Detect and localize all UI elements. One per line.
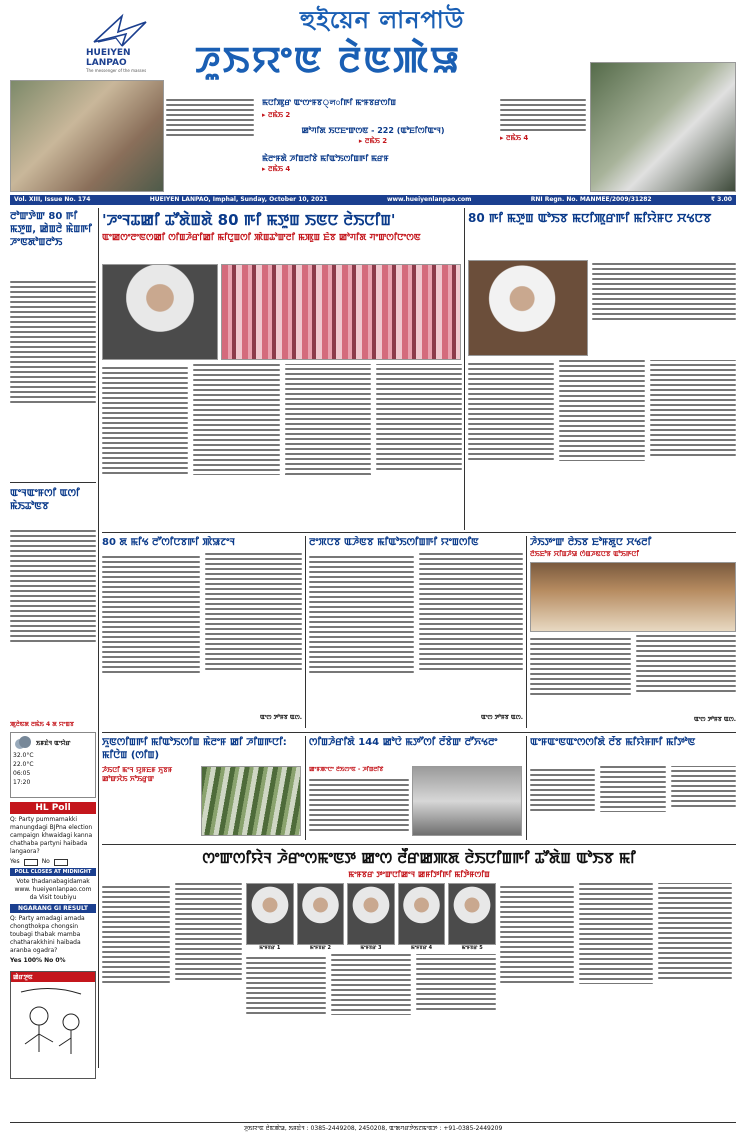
weather-max: 32.0°C	[13, 752, 34, 759]
title-meetei: ꯍꯨꯏꯌꯦꯟ ꯂꯥꯟꯄꯥꯎ	[195, 40, 462, 81]
lower-1-photo	[201, 766, 301, 836]
weather-sunrise: 06:05	[13, 770, 31, 777]
member-photo-1	[246, 883, 294, 945]
lead-story	[102, 210, 462, 530]
right-lead-photo	[468, 260, 588, 356]
lead-photo-crowd	[221, 264, 461, 360]
left-second-body	[10, 527, 96, 717]
website-link[interactable]: www.hueiyenlanpao.com	[386, 196, 472, 203]
logo	[78, 12, 178, 72]
bottom-story	[102, 848, 736, 1070]
weather-box	[10, 732, 96, 798]
left-top-headline[interactable]: ꯂꯣꯛꯇꯥꯛ 80 ꯒꯤ ꯃꯇꯨꯡ, ꯀꯥꯡꯂꯥ ꯃꯥꯡꯒꯤ ꯍꯦꯟꯗꯣꯡꯂꯣꯏ	[10, 211, 92, 248]
logo-text: HUEIYEN LANPAO	[86, 48, 131, 68]
poll-vote-text[interactable]: Vote thadanabagidamak www. hueiyenlanpao.com da Visit toubiyu	[14, 878, 92, 901]
lower-2-photo	[412, 766, 522, 836]
poll-box	[10, 802, 96, 965]
top-right-teaser: ▸ ꯂꯃꯥꯏ 4	[500, 96, 586, 176]
rni-number: RNI Regn. No. MANMEE/2009/31282	[530, 196, 652, 203]
left-continue[interactable]: ꯄꯨꯂꯥꯟꯗ ꯂꯃꯥꯏ 4 ꯗ ꯌꯦꯡꯕ	[10, 721, 74, 728]
middle-3-byline: ꯑꯦꯁ ꯇꯣꯝꯕ ꯑꯁ.	[693, 716, 736, 723]
bottom-headline[interactable]: ꯁꯦꯛꯁꯤꯌꯥꯜ ꯍꯥꯔꯦꯁꯃꯦꯟꯇ ꯀꯦꯁ ꯂꯩꯔꯀꯄꯗ ꯂꯥꯏꯅꯤꯡꯒꯤ ꯊꯧꯗꯥꯡ ꯑꯣꯏꯕ ꯃꯤ	[202, 849, 636, 867]
left-column	[10, 210, 96, 1068]
member-photo-4	[398, 883, 446, 945]
center-teasers	[262, 96, 484, 186]
member-photo-2	[297, 883, 345, 945]
poll-result-question: Q: Party amadagi amada chongthokpa chongsin toubagi thabak mamba chatharakkhini haibada aranba ogadra?	[10, 915, 85, 954]
top-left-photo	[10, 80, 164, 192]
lower-2-red-inline: ꯀꯦꯝꯄꯦꯅꯦ ꯂꯥꯏꯁꯦꯟ - ꯍꯤꯡꯂꯤꯕꯥ	[309, 766, 384, 773]
right-lead-story	[468, 210, 736, 530]
member-name-3: ꯃꯦꯝꯕꯔ 3	[360, 945, 382, 951]
member-name-2: ꯃꯦꯝꯕꯔ 2	[309, 945, 331, 951]
cartoon-caption: ꯀꯥꯔꯇꯨꯟ	[11, 972, 95, 982]
dove-logo-icon	[92, 12, 148, 52]
bottom-subhead: ꯃꯦꯝꯕꯔ ꯇꯦꯛꯅꯤꯀꯦꯜ ꯀꯝꯤꯇꯤꯒꯤ ꯃꯤꯇꯥꯝꯁꯤꯡ	[348, 870, 490, 879]
footer-text: ꯍꯨꯏꯌꯦꯟ ꯂꯥꯟꯄꯥꯎ, ꯏꯝꯐꯥꯜ : 0385-2449208, 2450208, ꯑꯦꯗꯚꯔꯇꯥꯏꯖꯃꯦꯟꯇ : +91-0385-2449209	[243, 1125, 503, 1132]
poll-title: HL Poll	[10, 802, 96, 814]
middle-2-headline[interactable]: ꯂꯦꯞꯅꯕ ꯑꯍꯥꯟꯕ ꯃꯤꯑꯣꯏꯁꯤꯡꯒꯤ ꯌꯦꯡꯁꯤꯟ	[309, 537, 479, 548]
middle-story-3	[530, 536, 736, 728]
right-lead-body	[468, 360, 736, 524]
lead-subhead: ꯑꯦꯀꯁꯦꯂꯦꯟꯁꯀꯤ ꯁꯤꯡꯍꯥꯔꯤꯀꯤ ꯃꯤꯅꯨꯡꯁꯤ ꯄꯥꯡꯊꯣꯛꯂꯤ ꯃꯄꯨꯡ ꯐꯥꯕ ꯀꯣꯚꯤꯗ ꯚꯦꯛꯁꯤꯅꯦꯁꯟ	[102, 233, 421, 243]
member-name-5: ꯃꯦꯝꯕꯔ 5	[461, 945, 483, 951]
left-second-headline[interactable]: ꯑꯦꯜꯑꯦꯝꯁꯤ ꯑꯁꯤ ꯃꯥꯏꯊꯣꯟꯕ	[10, 488, 80, 512]
member-name-4: ꯃꯦꯝꯕꯔ 4	[411, 945, 433, 951]
lower-2-headline[interactable]: ꯁꯤꯡꯍꯥꯔꯤꯗꯥ 144 ꯀꯣꯅꯥ ꯃꯇꯧꯁꯤ ꯂꯩꯕꯥꯛ ꯂꯧꯈꯠꯂꯦ	[309, 737, 498, 748]
right-lead-headline[interactable]: 80 ꯒꯤ ꯃꯇꯨꯡ ꯑꯣꯏꯕ ꯃꯅꯤꯄꯨꯔꯒꯤ ꯃꯤꯌꯥꯝꯅ ꯆꯠꯅꯕ	[468, 211, 712, 225]
weather-cloud-icon	[13, 735, 33, 751]
poll-result-title: NGARANG GI RESULT	[10, 904, 96, 913]
cartoon-box	[10, 971, 96, 1079]
lower-3-headline[interactable]: ꯑꯦꯝꯑꯦꯟꯑꯦꯁꯁꯤꯗꯥ ꯂꯩꯕ ꯃꯤꯌꯥꯝꯒꯤ ꯃꯤꯇꯣꯟ	[530, 737, 696, 748]
middle-story-1	[102, 536, 302, 728]
weather-min: 22.0°C	[13, 761, 34, 768]
title-bengali: হুইয়েন লানপাউ	[300, 5, 465, 34]
teaser-2[interactable]: ꯀꯣꯚꯤꯗ ꯏꯅꯐꯦꯛꯁꯟ - 222 (ꯑꯣꯐꯤꯁꯤꯑꯦꯜ) ▸ ꯂꯃꯥꯏ 2	[301, 126, 445, 145]
poll-no-box[interactable]	[54, 859, 68, 866]
logo-tagline: The messenger of the masses	[86, 68, 147, 73]
edition-date: HUEIYEN LANPAO, Imphal, Sunday, October 10, 2021	[149, 196, 328, 203]
lower-story-1	[102, 736, 302, 840]
poll-no-label: No	[41, 858, 50, 865]
weather-title: ꯏꯝꯐꯥꯜ ꯑꯦꯌꯥꯔ	[36, 740, 71, 747]
member-photo-5	[448, 883, 496, 945]
top-left-teaser	[166, 96, 254, 176]
lead-photo-speaker	[102, 264, 218, 360]
cartoon-drawing-icon	[11, 982, 95, 1072]
lower-1-headline[interactable]: ꯈꯨꯟꯁꯤꯡꯒꯤ ꯃꯤꯑꯣꯏꯁꯤꯡ ꯃꯥꯂꯦꯝ ꯀꯤ ꯍꯤꯡꯒꯅꯤ: ꯃꯤꯅꯥꯡ (ꯁꯤꯡ)	[102, 737, 287, 761]
dateline-bar	[10, 195, 736, 205]
middle-2-byline: ꯑꯦꯁ ꯇꯣꯝꯕ ꯑꯁ.	[480, 714, 523, 721]
lead-headline[interactable]: 'ꯍꯦꯜꯊꯀꯤ ꯊꯧꯗꯥꯡꯗꯥ 80 ꯒꯤ ꯃꯇꯨꯡ ꯏꯟꯅ ꯂꯥꯏꯅꯤꯡ'	[102, 211, 396, 229]
poll-closes: POLL CLOSES AT MIDNIGHT	[10, 868, 96, 876]
poll-question: Q: Party pummamakki manungdagi BJPna election campaign khwaidagi kanna chathaba partyni haibada langaora?	[10, 816, 93, 855]
poll-result-values: Yes 100% No 0%	[10, 957, 66, 964]
lower-story-2	[309, 736, 523, 840]
member-photos	[246, 883, 496, 945]
teaser-3[interactable]: ꯃꯥꯂꯦꯝꯗꯥ ꯍꯤꯡꯂꯤꯕꯥ ꯃꯤꯑꯣꯏꯁꯤꯡꯒꯤ ꯃꯔꯝ ▸ ꯂꯃꯥꯏ 4	[262, 154, 389, 173]
weather-sunset: 17:20	[13, 779, 31, 786]
member-photo-3	[347, 883, 395, 945]
middle-1-headline[interactable]: 80 ꯗ ꯃꯤꯠ ꯂꯧꯁꯤꯅꯕꯒꯤ ꯄꯥꯎꯖꯦꯜ	[102, 537, 236, 548]
middle-3-photo	[530, 562, 736, 632]
top-right-photo	[590, 62, 736, 192]
left-top-body	[10, 278, 96, 478]
middle-story-2	[309, 536, 523, 728]
member-name-1: ꯃꯦꯝꯕꯔ 1	[259, 945, 281, 951]
lead-body	[102, 364, 462, 524]
lower-1-red-block: ꯍꯥꯏꯅꯤ ꯃꯦꯜ ꯌꯨꯝꯐꯝ ꯈꯨꯕꯝ ꯀꯣꯛꯆꯥꯏ ꯈꯣꯏꯔꯨꯛ	[102, 766, 173, 783]
footer-bar	[10, 1122, 736, 1134]
price: ₹ 3.00	[710, 196, 732, 203]
teaser-1[interactable]: ꯃꯅꯤꯄꯨꯔ ꯑꯦꯁꯦꯝꯕ্লꯤꯒꯤ ꯃꯦꯝꯕꯔꯁꯤꯡ ▸ ꯂꯃꯥꯏ 2	[262, 98, 397, 119]
poll-yes-label: Yes	[10, 858, 20, 865]
volume-issue: Vol. XIII, Issue No. 174	[14, 196, 91, 203]
middle-1-byline: ꯑꯦꯁ ꯇꯣꯝꯕ ꯑꯁ.	[259, 714, 302, 721]
poll-yes-box[interactable]	[24, 859, 38, 866]
middle-3-headline[interactable]: ꯍꯥꯏꯇꯦꯛ ꯂꯥꯏꯕ ꯐꯣꯝꯗꯨꯅ ꯆꯠꯂꯤ	[530, 537, 652, 548]
middle-3-subhead: ꯂꯥꯏꯐꯣꯝ ꯆꯤꯡꯍꯥꯎ ꯁꯥꯡꯍꯟꯅꯕ ꯑꯣꯏꯒꯅꯤ	[530, 550, 639, 558]
lower-story-3	[530, 736, 736, 840]
